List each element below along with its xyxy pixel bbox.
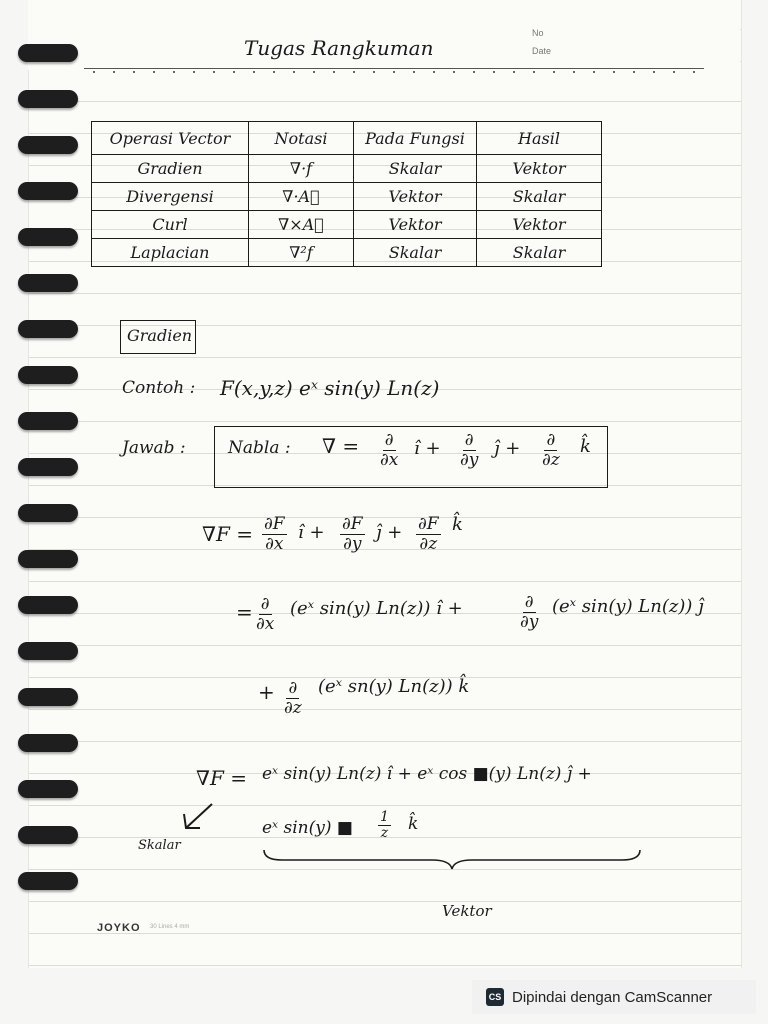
unit-k: k̂ [408,814,419,834]
table-cell: Vektor [477,211,602,239]
contoh-expression: F(x,y,z) eˣ sin(y) Ln(z) [220,376,440,400]
result-line-2: eˣ sin(y) ■ [262,818,353,838]
plus-sign: + [258,680,275,704]
table-header: Hasil [477,122,602,155]
unit-i: î + [414,438,441,459]
term-x: (eˣ sin(y) Ln(z)) î + [290,598,463,619]
equals-sign: = [236,600,253,624]
camscanner-watermark [472,980,756,1014]
table-cell: Curl [92,211,249,239]
gradient-result-lhs: ∇F = [196,766,247,790]
unit-k: k̂ [452,514,463,535]
page-title: Tugas Rangkuman [244,36,434,60]
table-header: Operasi Vector [92,122,249,155]
nabla-label: Nabla : [228,438,291,458]
table-cell: ∇·A⃗ [249,183,354,211]
unit-j: ĵ + [494,438,521,459]
table-cell: Vektor [354,211,477,239]
partial-x-operator: ∂ ∂x [256,594,275,634]
camscanner-text: Dipindai dengan CamScanner [512,988,713,1006]
vektor-note: Vektor [442,902,492,920]
table-cell: Gradien [92,155,249,183]
contoh-label: Contoh : [122,378,196,398]
brace-icon [262,848,642,870]
jawab-label: Jawab : [122,438,186,458]
header-dots [84,70,704,74]
table-header: Pada Fungsi [354,122,477,155]
partial-fx: $\frac{\partial F}{\partial x}$ [264,514,285,554]
table-row [92,155,602,183]
unit-i: î + [298,522,325,543]
partial-z-operator: ∂ ∂z [542,430,560,470]
vector-operations-table [91,121,602,267]
footer-note: 30 Lines 4 mm [150,924,190,930]
arrow-icon [178,800,218,836]
unit-k: k̂ [580,436,591,457]
table-cell: ∇²f [249,239,354,267]
table-cell: Vektor [477,155,602,183]
table-row [92,211,602,239]
fraction-one-over-z: $\frac{1}{z}$ [380,809,389,841]
partial-x-operator: ∂ ∂x [380,430,399,470]
table-cell: Skalar [477,183,602,211]
header-rule [84,68,704,69]
skalar-note: Skalar [138,838,181,853]
table-cell: Skalar [477,239,602,267]
camscanner-icon: CS [486,988,504,1006]
spiral-binding [18,30,88,910]
gradient-lhs: ∇F = [202,522,253,546]
table-cell: Vektor [354,183,477,211]
term-y: (eˣ sin(y) Ln(z)) ĵ [552,596,704,617]
table-cell: Skalar [354,239,477,267]
nabla-symbol: ∇ = [322,434,360,458]
result-line-1: eˣ sin(y) Ln(z) î + eˣ cos ■(y) Ln(z) ĵ + [262,764,592,784]
table-cell: Skalar [354,155,477,183]
date-label: Date [532,46,552,56]
partial-fz: $\frac{\partial F}{\partial z}$ [418,514,439,554]
no-label: No [532,28,544,38]
partial-y-operator: ∂ ∂y [520,592,539,632]
table-row [92,239,602,267]
table-header: Notasi [249,122,354,155]
section-title: Gradien [127,326,193,345]
term-z: (eˣ sn(y) Ln(z)) k̂ [318,676,470,697]
unit-j: ĵ + [376,522,403,543]
table-cell: Laplacian [92,239,249,267]
partial-y-operator: ∂ ∂y [460,430,479,470]
table-cell: Divergensi [92,183,249,211]
partial-fy: $\frac{\partial F}{\partial y}$ [342,514,363,554]
table-cell: ∇×A⃗ [249,211,354,239]
table-cell: ∇·f [249,155,354,183]
brand-logo: JOYKO [97,922,141,934]
table-header-row [92,122,602,155]
partial-z-operator: ∂ ∂z [284,678,302,718]
table-row [92,183,602,211]
